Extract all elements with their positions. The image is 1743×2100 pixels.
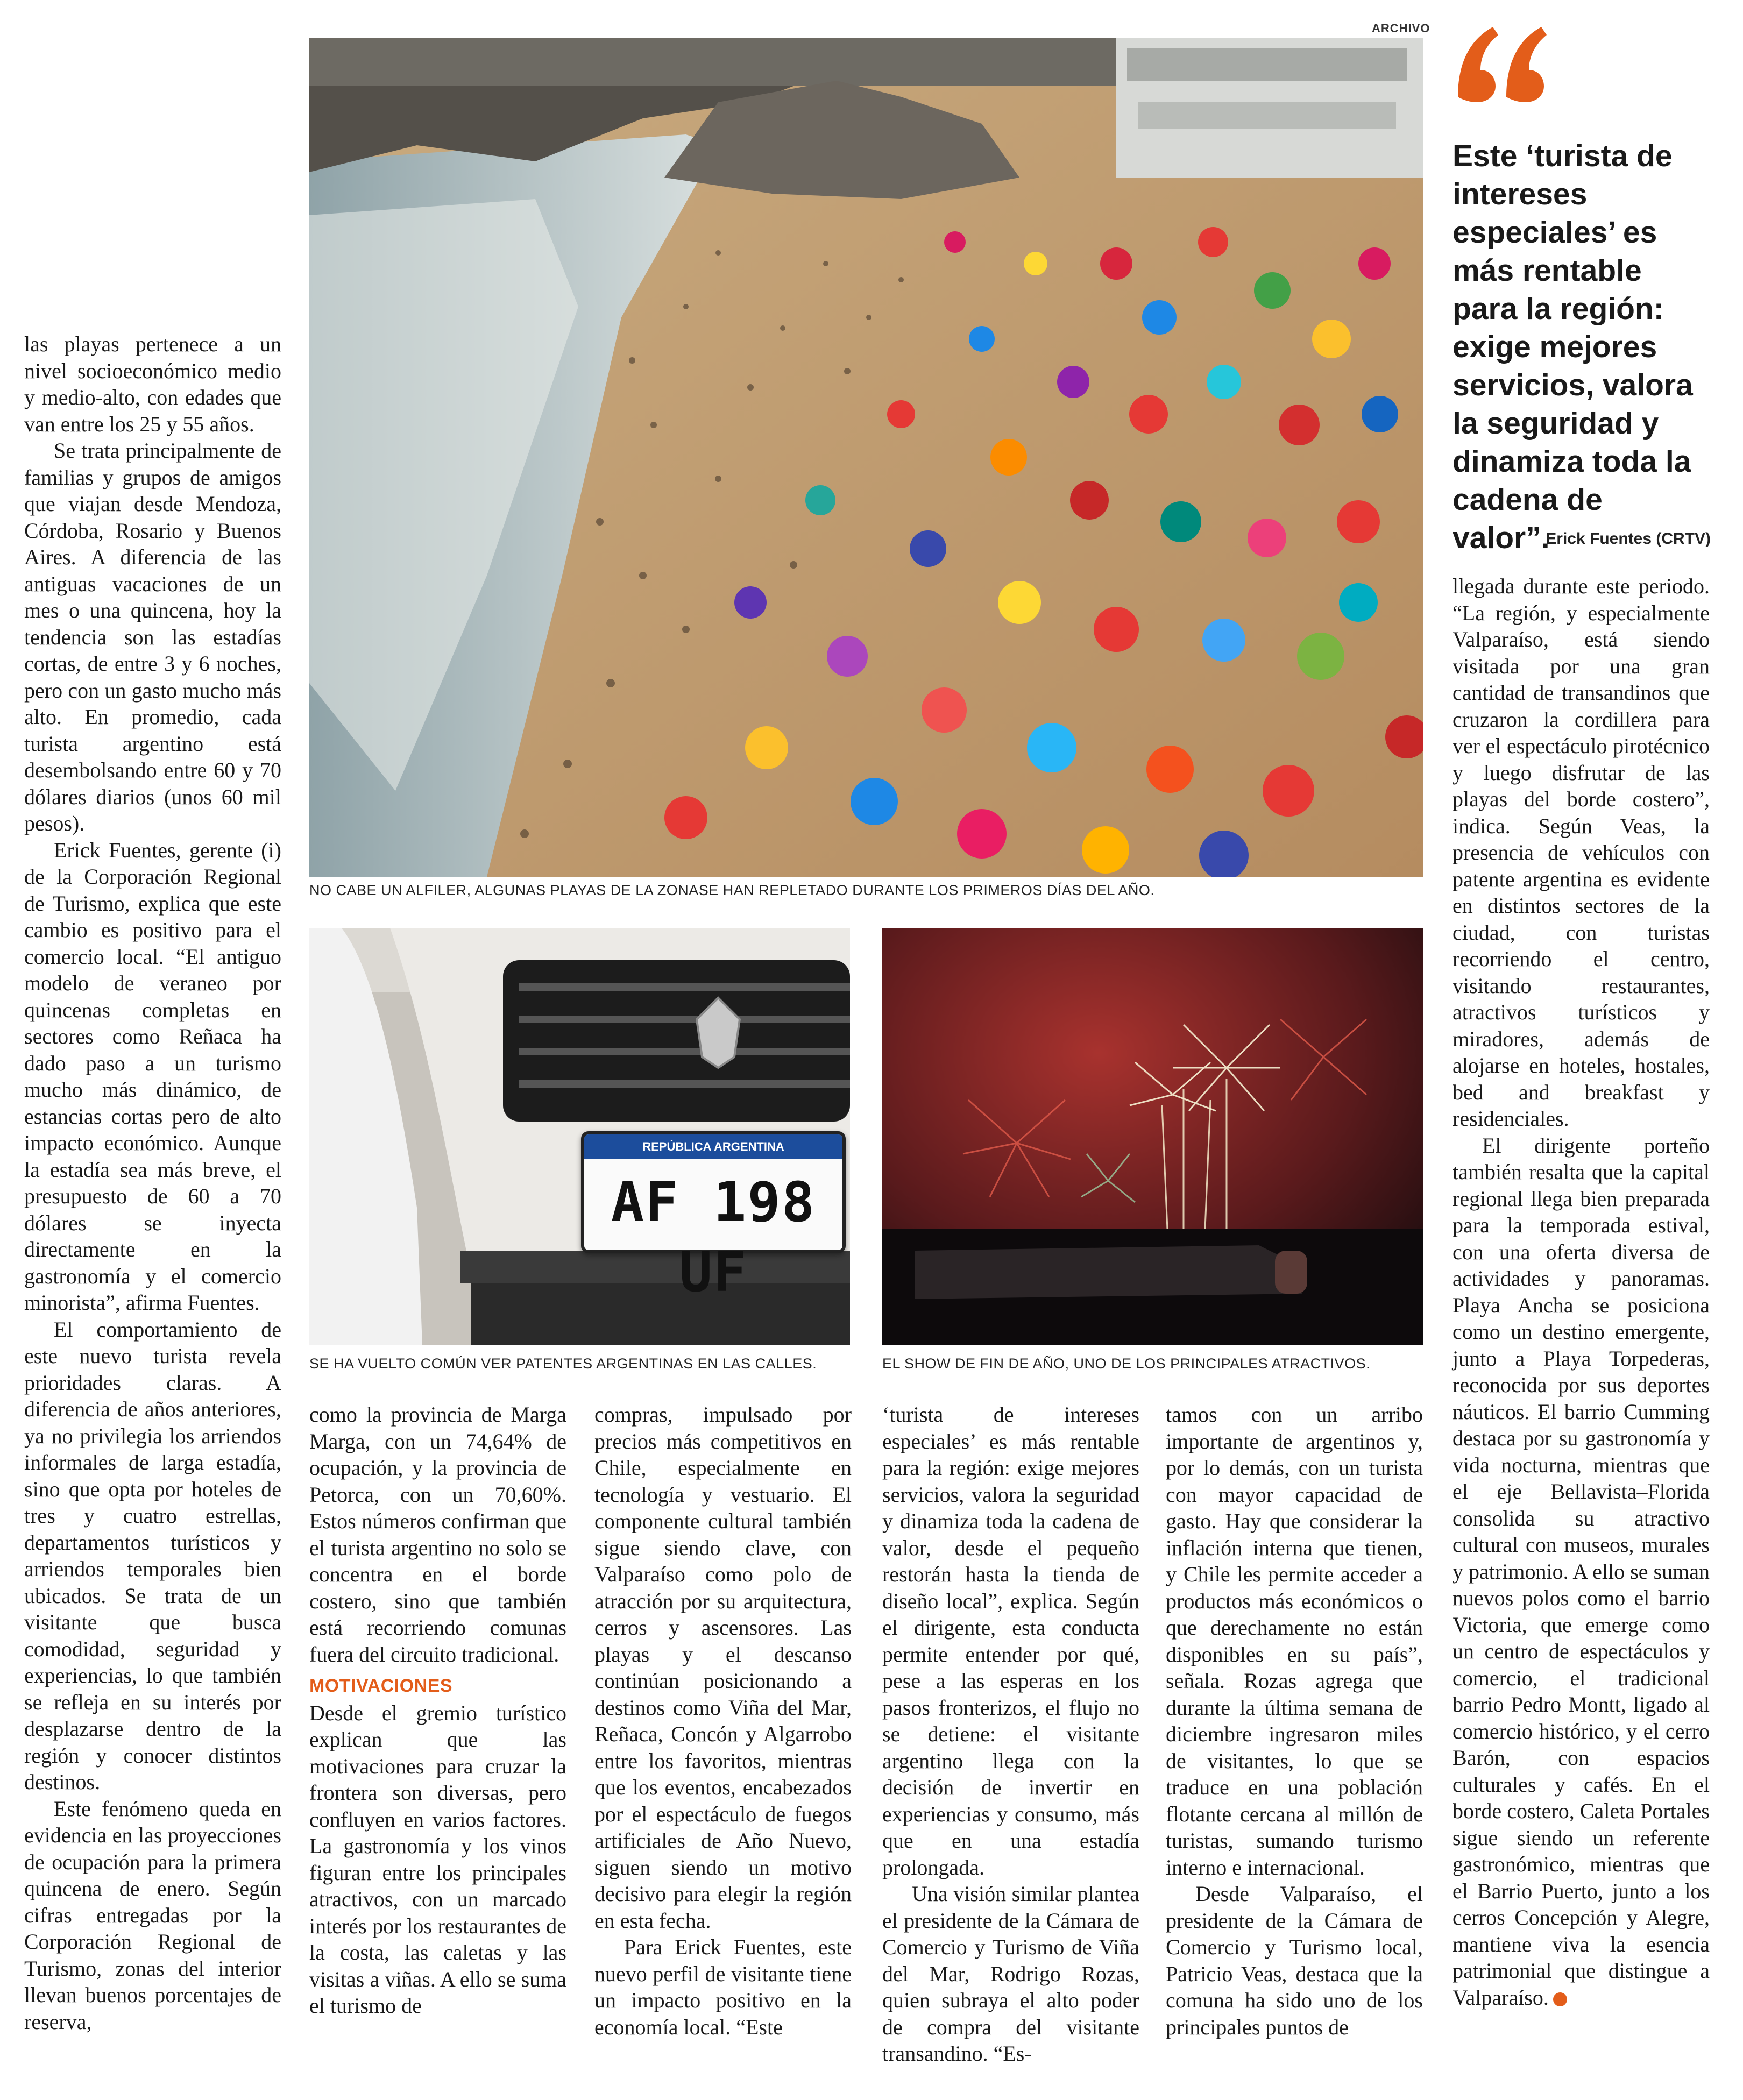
column-4: [882, 1401, 1139, 2067]
beach-photo-caption: NO CABE UN ALFILER, ALGUNAS PLAYAS DE LA ZONASE HAN REPLETADO DURANTE LOS PRIMEROS DÍAS DEL AÑO.: [309, 882, 1155, 898]
column-1: [24, 331, 281, 2035]
section-subhead: MOTIVACIONES: [309, 1676, 453, 1696]
quote-mark-icon: [1452, 22, 1549, 102]
column-2: [309, 1401, 566, 2019]
paragraph: Este fenómeno queda en evidencia en las proyecciones de ocupación para la primera quincena de enero. Según cifras entregadas por la Corporación Regional de Turismo, zonas del interior llevan buenos porcentajes de reserva,: [24, 1796, 281, 2034]
paragraph: las playas pertenece a un nivel socioeconómico medio y medio-alto, con edades que van entre los 25 y 55 años.: [24, 332, 281, 436]
fireworks-photo-caption: EL SHOW DE FIN DE AÑO, UNO DE LOS PRINCIPALES ATRACTIVOS.: [882, 1356, 1371, 1372]
paragraph: Una visión similar plantea el presidente de la Cámara de Comercio y Turismo de Viña del Mar, Rodrigo Rozas, quien subraya el alto poder de compra del visitante transandino. “Es-: [882, 1882, 1139, 2066]
column-6: [1452, 573, 1710, 2011]
photo-credit: ARCHIVO: [1372, 22, 1430, 35]
paragraph: compras, impulsado por precios más competitivos en Chile, especialmente en tecnología y vestuario. El componente cultural también sigue siendo clave, con Valparaíso como polo de atracción por su arquitectura, cerros y ascensores. Las playas y el descanso continúan posicionando a destinos como Viña del Mar, Reñaca, Concón y Algarrobo entre los favoritos, mientras que los eventos, encabezados por el espectáculo de fuegos artificiales de Año Nuevo, siguen siendo un motivo decisivo para elegir la región en esta fecha.: [594, 1402, 852, 1933]
paragraph: Desde Valparaíso, el presidente de la Cámara de Comercio y Turismo local, Patricio Veas, destaca que la comuna ha sido uno de los principales puntos de: [1166, 1882, 1423, 2039]
end-of-article-icon: [1553, 1992, 1567, 2006]
plate-country-band: REPÚBLICA ARGENTINA: [584, 1134, 842, 1159]
paragraph: ‘turista de intereses especiales’ es más rentable para la región: exige mejores servicios, valora la seguridad y dinamiza toda la cadena de valor, desde el pequeño restorán hasta la tienda de diseño local”, explica. Según el dirigente, esta conducta permite entender por qué, pese a las esperas en los pasos fronterizos, el flujo no se detiene: el visitante argentino llega con la decisión de invertir en experiencias y consumo, más que en una estadía prolongada.: [882, 1402, 1139, 1879]
fireworks-photo: [882, 928, 1423, 1345]
column-3: [594, 1401, 852, 2040]
paragraph: Desde el gremio turístico explican que las motivaciones para cruzar la frontera son diversas, pero confluyen en varios factores. La gastronomía y los vinos figuran entre los principales atractivos, con un marcado interés por los restaurantes de la costa, las caletas y las visitas a viñas. A ello se suma el turismo de: [309, 1700, 566, 2018]
license-plate: [581, 1131, 846, 1304]
beach-photo: [309, 38, 1423, 877]
plate-photo-caption: SE HA VUELTO COMÚN VER PATENTES ARGENTINAS EN LAS CALLES.: [309, 1356, 817, 1372]
license-plate-photo: [309, 928, 850, 1345]
paragraph: Erick Fuentes, gerente (i) de la Corporación Regional de Turismo, explica que este cambio es positivo para el comercio local. “El antiguo modelo de veraneo por quincenas completas en sectores como Reñaca ha dado paso a un turismo mucho más dinámico, de estancias cortas pero de alto impacto económico. Aunque la estadía sea más breve, el presupuesto de 60 a 70 dólares se inyecta directamente en la gastronomía y el comercio minorista”, afirma Fuentes.: [24, 838, 281, 1315]
paragraph: Para Erick Fuentes, este nuevo perfil de visitante tiene un impacto positivo en la economía local. “Este: [594, 1935, 852, 2039]
paragraph-text: El dirigente porteño también resalta que la capital regional llega bien preparada para la temporada estival, con una oferta diversa de actividades y panoramas. Playa Ancha se posiciona como un destino emergente, junto a Playa Torpederas, reconocida por sus deportes náuticos. El barrio Cumming destaca por su gastronomía y vida nocturna, mientras que el eje Bellavista–Florida consolida su atractivo cultural con museos, murales y patrimonio. A ello se suman nuevos polos como el barrio Victoria, que emerge como un centro de espectáculos y comercio, el tradicional barrio Pedro Montt, ligado al comercio histórico, y el cerro Barón, con espacios culturales y cafés. En el borde costero, Caleta Portales sigue siendo un referente gastronómico, mientras que el Barrio Puerto, junto a los cerros Concepción y Alegre, mantiene viva la esencia patrimonial que distingue a Valparaíso.: [1452, 1133, 1710, 2010]
paragraph: Se trata principalmente de familias y grupos de amigos que viajan desde Mendoza, Córdoba, Rosario y Buenos Aires. A diferencia de las antiguas vacaciones de un mes o una quincena, hoy la tendencia son las estadías cortas, de entre 3 y 6 noches, pero con un gasto mucho más alto. En promedio, cada turista argentino está desembolsando entre 60 y 70 dólares diarios (unos 60 mil pesos).: [24, 438, 281, 835]
pull-quote: Este ‘turista de intereses especiales’ es más rentable para la región: exige mejores servicios, valora la seguridad y dinamiza toda la cadena de valor”.: [1452, 139, 1693, 555]
column-5: [1166, 1401, 1423, 2040]
paragraph: como la provincia de Marga Marga, con un 74,64% de ocupación, y la provincia de Petorca, con un 70,60%. Estos números confirman que el turista argentino no solo se concentra en el borde costero, sino que también está recorriendo comunas fuera del circuito tradicional.: [309, 1402, 566, 1666]
pull-quote-attribution: Erick Fuentes (CRTV): [1546, 530, 1711, 548]
paragraph: El comportamiento de este nuevo turista revela prioridades claras. A diferencia de años anteriores, ya no privilegia los arriendos informales de larga estadía, sino que opta por hoteles de tres y cuatro estrellas, departamentos turísticos y arriendos temporales bien ubicados. Se trata de un visitante que busca comodidad, seguridad y experiencias, lo que también se refleja en su interés por desplazarse dentro de la región y conocer distintos destinos.: [24, 1317, 281, 1794]
paragraph: [1452, 1132, 1710, 2011]
paragraph: llegada durante este periodo. “La región, y especialmente Valparaíso, está siendo visitada por una gran cantidad de transandinos que cruzaron la cordillera para ver el espectáculo pirotécnico y luego disfrutar de las playas del borde costero”, indica. Según Veas, la presencia de vehículos con patente argentina es evidente en distintos sectores de la ciudad, con turistas recorriendo el centro, visitando restaurantes, atractivos turísticos y miradores, además de alojarse en hoteles, hostales, bed and breakfast y residenciales.: [1452, 574, 1710, 1131]
plate-number: AF 198 UF: [611, 1170, 816, 1304]
paragraph: tamos con un arribo importante de argentinos y, por lo demás, con un turista con mayor capacidad de gasto. Hay que considerar la inflación interna que tienen, y Chile les permite acceder a productos más económicos o que derechamente no están disponibles en su país”, señala. Rozas agrega que durante la última semana de diciembre ingresaron miles de visitantes, lo que se traduce en una población flotante cercana al millón de turistas, sumando turismo interno e internacional.: [1166, 1402, 1423, 1879]
